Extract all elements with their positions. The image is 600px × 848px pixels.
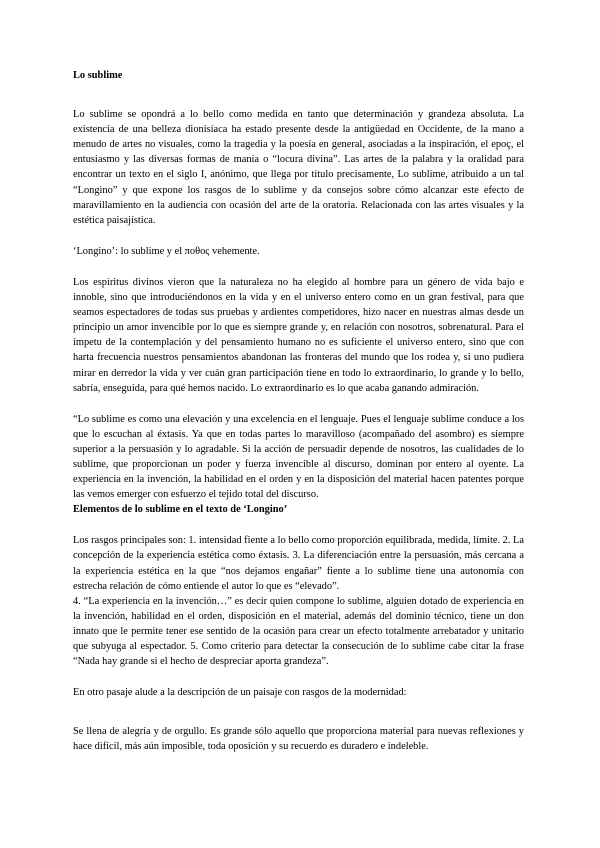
- spacer: [73, 259, 524, 275]
- landscape-intro: En otro pasaje alude a la descripción de un paisaje con rasgos de la modernidad:: [73, 687, 407, 699]
- elements-list-part-1: Los rasgos principales son: 1. intensidad fiente a lo bello como proporción equilibrada, medida, límite. 2. La concepción de la experiencia estética como éxtasis. 3. La diferenciación entre la persuasión, más cercana a la experiencia estética en la que “nos dejamos engañar” fiente a lo sublime tiene una autonomía con estrecha relación de cómo entiende el autor lo que es “elevado”.: [73, 535, 525, 592]
- quote-elevation-paragraph: “Lo sublime es como una elevación y una excelencia en el lenguaje. Pues el lenguaje sublime conduce a los que lo escuchan al éxtasis. Ya que en todas partes lo maravilloso (acompañado del asombro) es siempre superior a la persuasión y lo agradable. Si la acción de persuadir depende de nosotros, las cualidades de lo sublime, que proporcionan un poder y fuerza invencible al discurso, dominan por entero al oyente. La experiencia en la invención, la habilidad en el orden y en la disposición del material hacen patentes porque las vemos emerger con esfuerzo el tejido total del discurso.: [73, 413, 524, 501]
- spacer: [73, 517, 524, 533]
- elements-heading: Elementos de lo sublime en el texto de ‘Longino’: [73, 504, 288, 516]
- spacer: [73, 228, 524, 244]
- spacer: [73, 669, 524, 685]
- document-title: Lo sublime: [73, 70, 123, 81]
- spacer: [73, 396, 524, 412]
- elements-list-part-2: 4. “La experiencia en la invención…” es decir quien compone lo sublime, alguien dotado de experiencia en la invención, habilidad en el orden, disposición en el material, además del dominio técnico, tiene un don innato que le permite tener ese sentido de la ocasión para crear un efecto totalmente arrebatador y unitario que subyuga al espectador. 5. Como criterio para detectar la consecución de lo sublime cabe citar la frase “Nada hay grande si el hecho de despreciar aporta grandeza”.: [73, 595, 524, 668]
- spacer: [73, 700, 524, 724]
- quote-spirits-paragraph: Los espíritus divinos vieron que la naturaleza no ha elegido al hombre para un género de vida bajo e innoble, sino que introduciéndonos en la vida y en el universo entero como en un gran festival, para que seamos espectadores de todas sus pruebas y ardientes competidores, hizo nacer en nuestras almas desde un principio un amor invencible por lo que es siempre grande y, en relación con nosotros, sobrenatural. Para el ímpetu de la contemplación y del pensamiento humano no es suficiente el universo entero, sino que con harta frecuencia nuestros pensamientos abandonan las fronteras del mundo que los rodea y, si uno pudiera mirar en derredor la vida y ver cuán gran participación tiene en todo lo extraordinario, lo grande y lo bello, sabría, enseguida, para qué hemos nacido. Lo extraordinario es lo que acaba ganando admiración.: [73, 276, 524, 394]
- document-page: [73, 68, 524, 754]
- landscape-quote: Se llena de alegría y de orgullo. Es grande sólo aquello que proporciona material para nuevas reflexiones y hace difícil, más aún imposible, toda oposición y su recuerdo es duradero e indeleble.: [73, 726, 524, 753]
- spacer: [73, 83, 524, 107]
- longino-line: ‘Longino’: lo sublime y el ποθος vehemente.: [73, 245, 260, 257]
- intro-paragraph: Lo sublime se opondrá a lo bello como medida en tanto que determinación y grandeza absoluta. La existencia de una belleza dionisíaca ha estado presente desde la antigüedad en Occidente, de la mano a menudo de artes no visuales, como la tragedia y la poesía en general, asociadas a la inspiración, el epoç, el entusiasmo y las diversas formas de manía o “locura divina”. Las artes de la palabra y la oralidad para encontrar un texto en el siglo I, anónimo, que llega por título precisamente, Lo sublime, atribuido a un tal “Longino” y que expone los rasgos de lo sublime y da consejos sobre cómo alcanzar este efecto de maravillamiento en la audiencia con ocasión del arte de la oratoria. Relacionada con las artes visuales y la estética paisajística.: [73, 109, 524, 226]
